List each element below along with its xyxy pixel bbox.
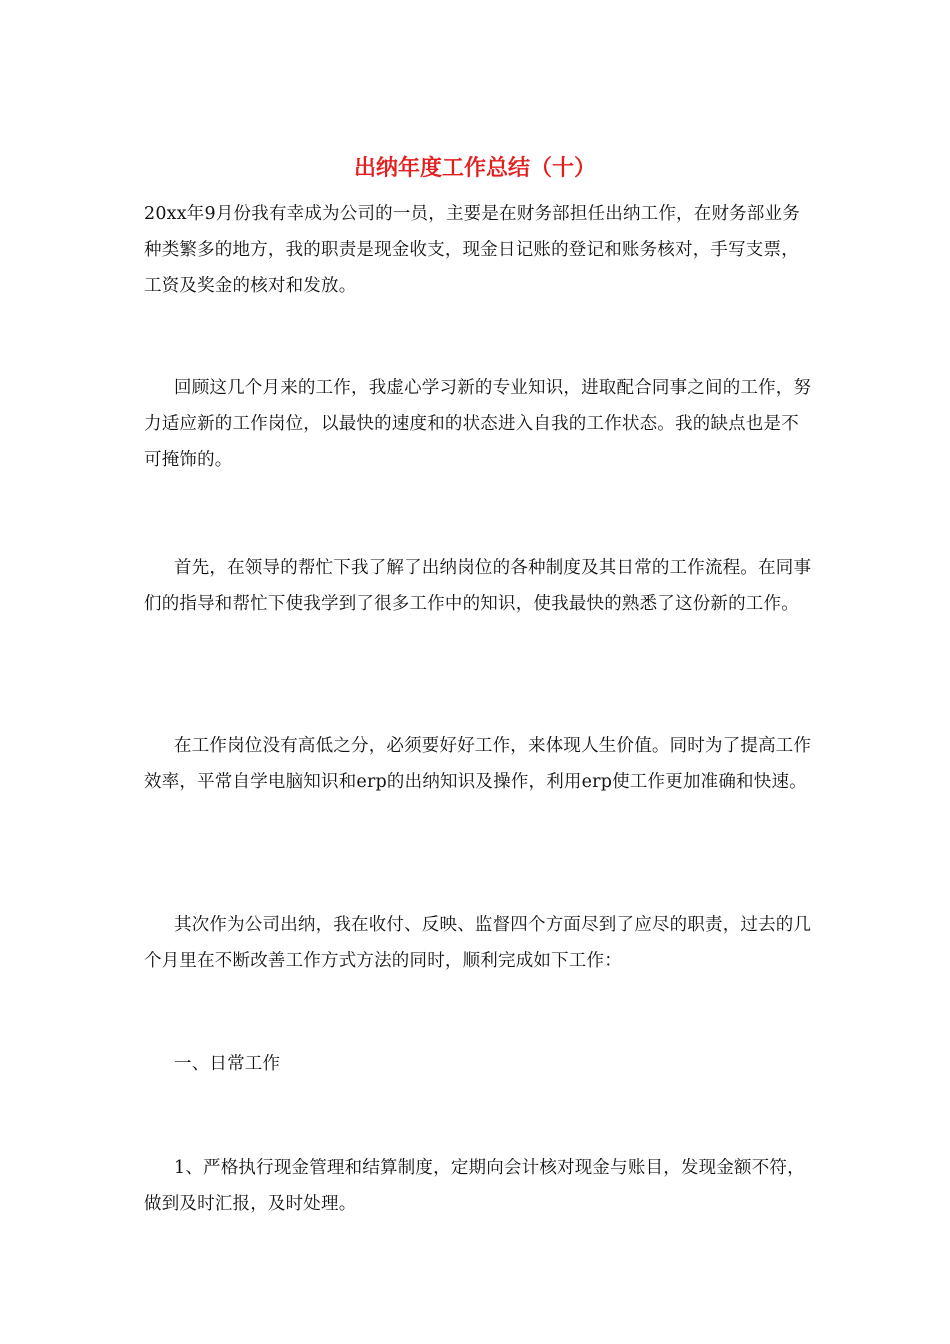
paragraph-value: 在工作岗位没有高低之分，必须要好好工作，来体现人生价值。同时为了提高工作效率，平常自学电脑知识和erp的出纳知识及操作，利用erp使工作更加准确和快速。 [144, 736, 812, 792]
paragraph-item-1: 1、严格执行现金管理和结算制度，定期向会计核对现金与账目，发现金额不符，做到及时汇报，及时处理。 [144, 1158, 805, 1214]
document-title: 出纳年度工作总结（十） [353, 155, 596, 181]
paragraph-first: 首先，在领导的帮忙下我了解了出纳岗位的各种制度及其日常的工作流程。在同事们的指导和帮忙下使我学到了很多工作中的知识，使我最快的熟悉了这份新的工作。 [144, 558, 812, 614]
paragraph-second: 其次作为公司出纳，我在收付、反映、监督四个方面尽到了应尽的职责，过去的几个月里在不断改善工作方式方法的同时，顺利完成如下工作： [144, 915, 812, 971]
paragraph-intro: 20xx年9月份我有幸成为公司的一员，主要是在财务部担任出纳工作，在财务部业务种类繁多的地方，我的职责是现金收支，现金日记账的登记和账务核对，手写支票，工资及奖金的核对和发放。 [144, 204, 800, 296]
section-heading-daily-work: 一、日常工作 [174, 1054, 281, 1074]
paragraph-review: 回顾这几个月来的工作，我虚心学习新的专业知识，进取配合同事之间的工作，努力适应新的工作岗位，以最快的速度和的状态进入自我的工作状态。我的缺点也是不可掩饰的。 [144, 378, 812, 470]
